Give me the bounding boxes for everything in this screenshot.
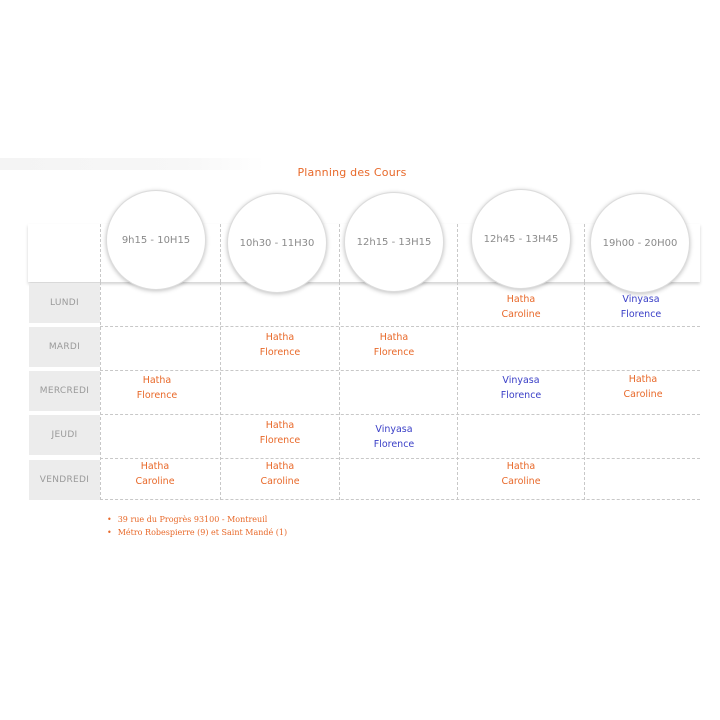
- class-entry: [582, 292, 700, 322]
- class-entry: [462, 373, 580, 403]
- class-teacher: Caroline: [501, 309, 541, 320]
- class-teacher: Florence: [259, 347, 301, 358]
- time-label: 12h15 - 13H15: [356, 236, 432, 248]
- time-label: 9h15 - 10H15: [121, 234, 191, 246]
- address-line: • 39 rue du Progrès 93100 - Montreuil: [107, 513, 287, 526]
- class-teacher: Caroline: [501, 476, 541, 487]
- row-divider: [100, 326, 700, 327]
- metro-line: • Métro Robespierre (9) et Saint Mandé (1): [107, 526, 287, 539]
- time-slot-3: [344, 192, 444, 292]
- info-list: [107, 513, 287, 539]
- time-label: 10h30 - 11H30: [239, 237, 315, 249]
- header-divider: [584, 224, 585, 282]
- class-entry: [221, 418, 339, 448]
- header-divider: [220, 224, 221, 282]
- class-teacher: Florence: [620, 309, 662, 320]
- class-entry: [462, 459, 580, 489]
- time-slot-1: [106, 190, 206, 290]
- class-teacher: Florence: [136, 390, 178, 401]
- time-slot-5: [590, 193, 690, 293]
- class-style: Vinyasa: [622, 294, 660, 305]
- row-divider: [100, 414, 700, 415]
- day-label-thursday: JEUDI: [29, 415, 100, 455]
- class-entry: [335, 422, 453, 452]
- header-divider: [339, 224, 340, 282]
- day-label-wednesday: MERCREDI: [29, 371, 100, 411]
- schedule-table: [28, 224, 700, 500]
- time-label: 19h00 - 20H00: [602, 237, 678, 249]
- header-divider: [457, 224, 458, 282]
- class-teacher: Florence: [259, 435, 301, 446]
- class-teacher: Caroline: [135, 476, 175, 487]
- day-label-friday: VENDREDI: [29, 460, 100, 500]
- col-divider: [339, 282, 340, 500]
- time-slot-2: [227, 193, 327, 293]
- class-entry: [335, 330, 453, 360]
- class-teacher: Florence: [500, 390, 542, 401]
- day-label-tuesday: MARDI: [29, 327, 100, 367]
- class-style: Hatha: [140, 461, 170, 472]
- class-entry: [584, 372, 702, 402]
- class-style: Hatha: [506, 294, 536, 305]
- class-teacher: Caroline: [260, 476, 300, 487]
- class-style: Hatha: [265, 332, 295, 343]
- class-teacher: Caroline: [623, 389, 663, 400]
- class-style: Vinyasa: [375, 424, 413, 435]
- class-entry: [221, 330, 339, 360]
- class-style: Hatha: [265, 461, 295, 472]
- page-title: Planning des Cours: [297, 166, 407, 179]
- time-slot-4: [471, 189, 571, 289]
- class-teacher: Florence: [373, 347, 415, 358]
- row-divider: [100, 370, 700, 371]
- class-entry: [221, 459, 339, 489]
- class-style: Hatha: [506, 461, 536, 472]
- col-divider: [457, 282, 458, 500]
- class-entry: [96, 459, 214, 489]
- class-entry: [98, 373, 216, 403]
- class-teacher: Florence: [373, 439, 415, 450]
- row-divider: [100, 499, 700, 500]
- class-style: Hatha: [628, 374, 658, 385]
- class-style: Hatha: [265, 420, 295, 431]
- class-entry: [462, 292, 580, 322]
- class-style: Hatha: [379, 332, 409, 343]
- class-style: Hatha: [142, 375, 172, 386]
- day-label-monday: LUNDI: [29, 283, 100, 323]
- header-divider: [100, 224, 101, 282]
- time-label: 12h45 - 13H45: [483, 233, 559, 245]
- class-style: Vinyasa: [502, 375, 540, 386]
